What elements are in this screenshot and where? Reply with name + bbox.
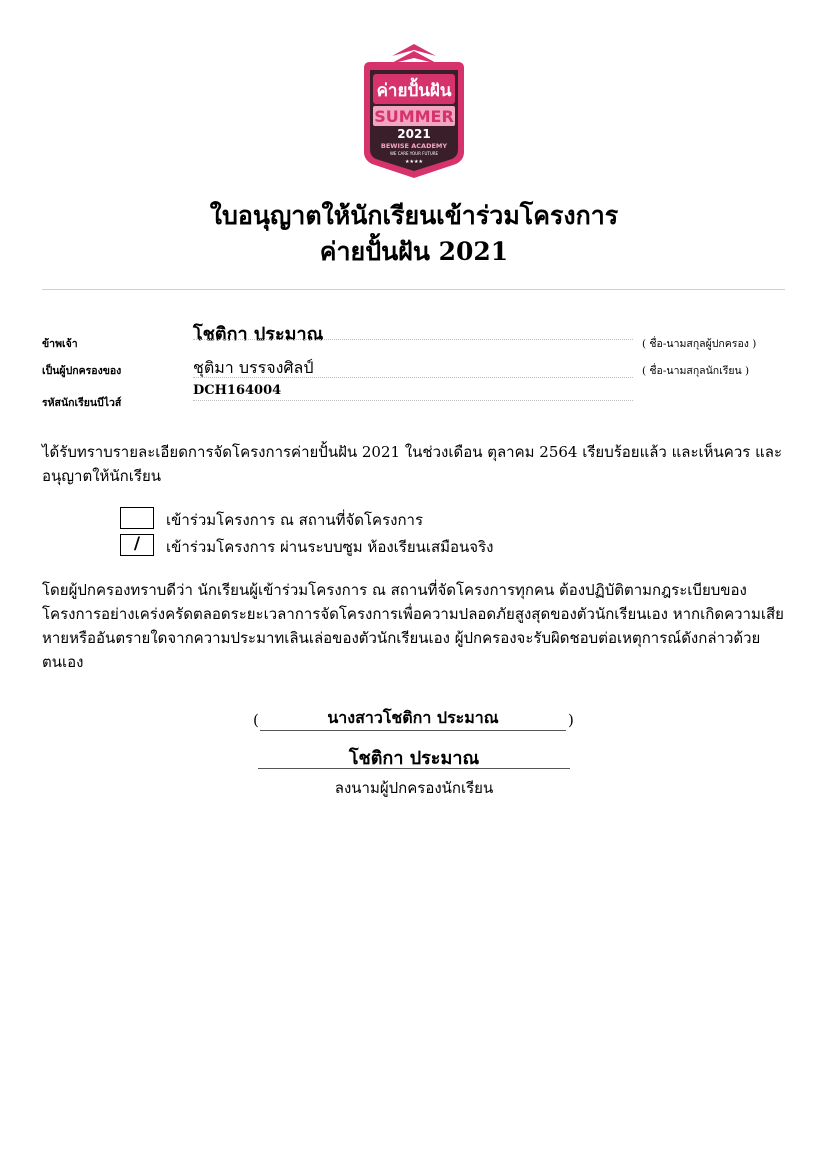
logo-text-thai: ค่ายปั้นฝัน [376,81,452,101]
student-id-line [193,400,633,401]
student-name-note: ( ชื่อ-นามสกุลนักเรียน ) [642,365,750,377]
signed-name: โชติกา ประมาณ [348,748,480,769]
guardian-name-value: โชติกา ประมาณ [193,324,324,345]
document-title: ใบอนุญาตให้นักเรียนเข้าร่วมโครงการ [209,201,619,230]
printed-name: นางสาวโชติกา ประมาณ [327,708,499,727]
student-id-label: รหัสนักเรียนบีไวส์ [42,397,122,409]
student-name-label: เป็นผู้ปกครองของ [42,365,122,377]
onsite-option-label: เข้าร่วมโครงการ ณ สถานที่จัดโครงการ [166,511,424,529]
zoom-option-label: เข้าร่วมโครงการ ผ่านระบบซูม ห้องเรียนเสมือนจริง [166,538,494,556]
divider [42,289,785,290]
logo-text-year: 2021 [397,127,431,141]
guardian-name-line [193,339,633,340]
student-name-value: ชุติมา บรรจงศิลป์ [193,358,314,377]
student-id-value: DCH164004 [193,383,282,398]
document-subtitle: ค่ายปั้นฝัน 2021 [319,237,509,266]
guardian-name-label: ข้าพเจ้า [42,338,78,350]
printed-name-line [260,730,566,731]
logo-text-tagline: WE CARE YOUR FUTURE [389,151,439,156]
zoom-checkbox[interactable]: / [120,534,154,556]
logo-stars-icon: ★★★★ [405,159,423,165]
signature-line [258,768,570,769]
student-name-line [193,377,633,378]
logo-text-academy: BEWISE ACADEMY [380,142,448,150]
logo-text-summer: SUMMER [374,107,454,126]
onsite-checkbox[interactable] [120,507,154,529]
signature-close-paren: ) [568,711,574,729]
signature-caption: ลงนามผู้ปกครองนักเรียน [334,779,494,797]
camp-logo [358,42,470,180]
terms-paragraph: โดยผู้ปกครองทราบดีว่า นักเรียนผู้เข้าร่วมโครงการ ณ สถานที่จัดโครงการทุกคน ต้องปฏิบัติตามกฎระเบียบของโครงการอย่างเคร่งครัดตลอดระยะเวลาการจัดโครงการเพื่อความปลอดภัยสูงสุดของตัวนักเรียนเอง หากเกิดความเสียหายหรืออันตรายใดจากความประมาทเลินเล่อของตัวนักเรียนเอง ผู้ปกครองจะรับผิดชอบต่อเหตุการณ์ดังกล่าวด้วยตนเอง [42,581,784,671]
intro-paragraph: ได้รับทราบรายละเอียดการจัดโครงการค่ายปั้นฝัน 2021 ในช่วงเดือน ตุลาคม 2564 เรียบร้อยแล้ว และเห็นควร และอนุญาตให้นักเรียน [42,443,783,485]
signature-open-paren: ( [253,711,259,729]
guardian-name-note: ( ชื่อ-นามสกุลผู้ปกครอง ) [642,338,757,350]
